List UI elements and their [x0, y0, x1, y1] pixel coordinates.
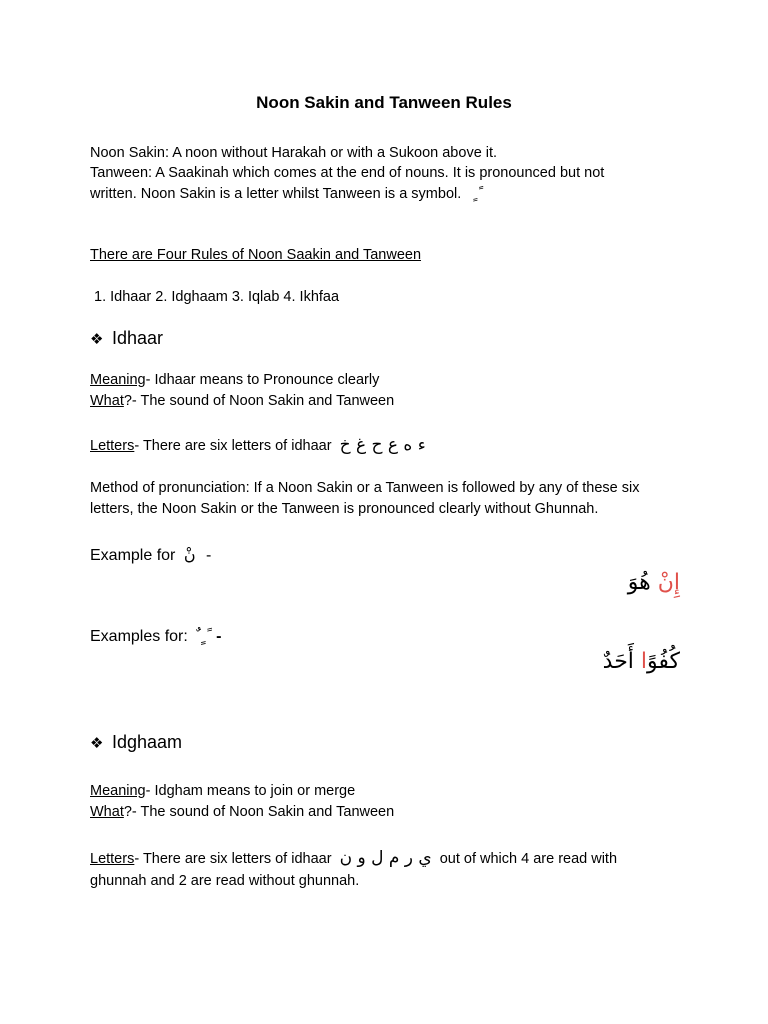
tanween-definition-text: written. Noon Sakin is a letter whilst Tanween is a symbol.	[90, 186, 462, 202]
tanween-definition-line1: Tanween: A Saakinah which comes at the end of nouns. It is pronounced but not	[90, 165, 605, 181]
noon-sakin-definition: Noon Sakin: A noon without Harakah or with a Sukoon above it.	[90, 145, 498, 161]
example-noon-arabic	[628, 570, 680, 595]
diamond-bullet-icon: ❖	[90, 331, 104, 348]
what-text: ?- The sound of Noon Sakin and Tanween	[123, 804, 395, 820]
idghaam-meaning	[90, 781, 355, 802]
idghaam-what	[90, 802, 394, 823]
diamond-bullet-icon: ❖	[90, 735, 104, 752]
meaning-text: - Idgham means to join or merge	[145, 783, 356, 799]
rules-list: 1. Idhaar 2. Idghaam 3. Iqlab 4. Ikhfaa	[94, 289, 340, 305]
page-title: Noon Sakin and Tanween Rules	[256, 93, 512, 112]
example-tanween-arabic	[603, 649, 680, 674]
example-tanween-label	[90, 626, 221, 646]
idhaar-arabic-letters: ء ه ع ح غ خ	[339, 435, 426, 455]
meaning-label: Meaning	[90, 783, 146, 799]
tanween-example-symbols: ً ٍ ٌ	[196, 626, 206, 645]
tanween-definition-line2	[90, 184, 478, 205]
arabic-word: أَحَدٌ	[602, 649, 634, 674]
idghaam-letters-line2: ghunnah and 2 are read without ghunnah.	[90, 873, 360, 889]
tanween-symbols: ً ٍ	[473, 186, 478, 202]
idghaam-arabic-letters: ي ر م ل و ن	[339, 848, 432, 868]
idhaar-heading	[90, 328, 163, 349]
arabic-word: هُوَ	[627, 570, 651, 595]
rules-heading: There are Four Rules of Noon Saakin and Tanween	[90, 247, 422, 263]
idghaam-letters	[90, 848, 617, 870]
meaning-label: Meaning	[90, 372, 146, 388]
letters-label: Letters	[90, 438, 135, 454]
letters-text: - There are six letters of idhaar	[134, 438, 332, 454]
arabic-highlight-tanween: ًا	[640, 649, 648, 674]
meaning-text: - Idhaar means to Pronounce clearly	[145, 372, 380, 388]
letters-label: Letters	[90, 851, 135, 867]
example-tanween-text: Examples for:	[90, 628, 188, 645]
letters-text-after: out of which 4 are read with	[439, 851, 618, 867]
idhaar-method-line1: Method of pronunciation: If a Noon Sakin or a Tanween is followed by any of these six	[90, 480, 640, 496]
example-noon-text: Example for	[90, 547, 176, 564]
what-label: What	[90, 804, 124, 820]
idhaar-meaning	[90, 370, 379, 391]
example-dash: -	[206, 547, 212, 564]
example-noon-label	[90, 545, 211, 565]
what-label: What	[90, 393, 124, 409]
arabic-highlight-noon: إِنْ	[657, 570, 680, 595]
idhaar-heading-text: Idhaar	[112, 328, 164, 348]
arabic-word: كُفُو	[647, 649, 680, 674]
noon-sakin-symbol: نْ	[183, 545, 196, 564]
idghaam-heading	[90, 732, 182, 753]
letters-text: - There are six letters of idhaar	[134, 851, 332, 867]
what-text: ?- The sound of Noon Sakin and Tanween	[123, 393, 395, 409]
idhaar-method-line2: letters, the Noon Sakin or the Tanween is pronounced clearly without Ghunnah.	[90, 501, 599, 517]
idhaar-what	[90, 391, 394, 412]
idhaar-letters	[90, 435, 426, 457]
idghaam-heading-text: Idghaam	[112, 732, 183, 752]
example-dash: -	[216, 628, 222, 645]
